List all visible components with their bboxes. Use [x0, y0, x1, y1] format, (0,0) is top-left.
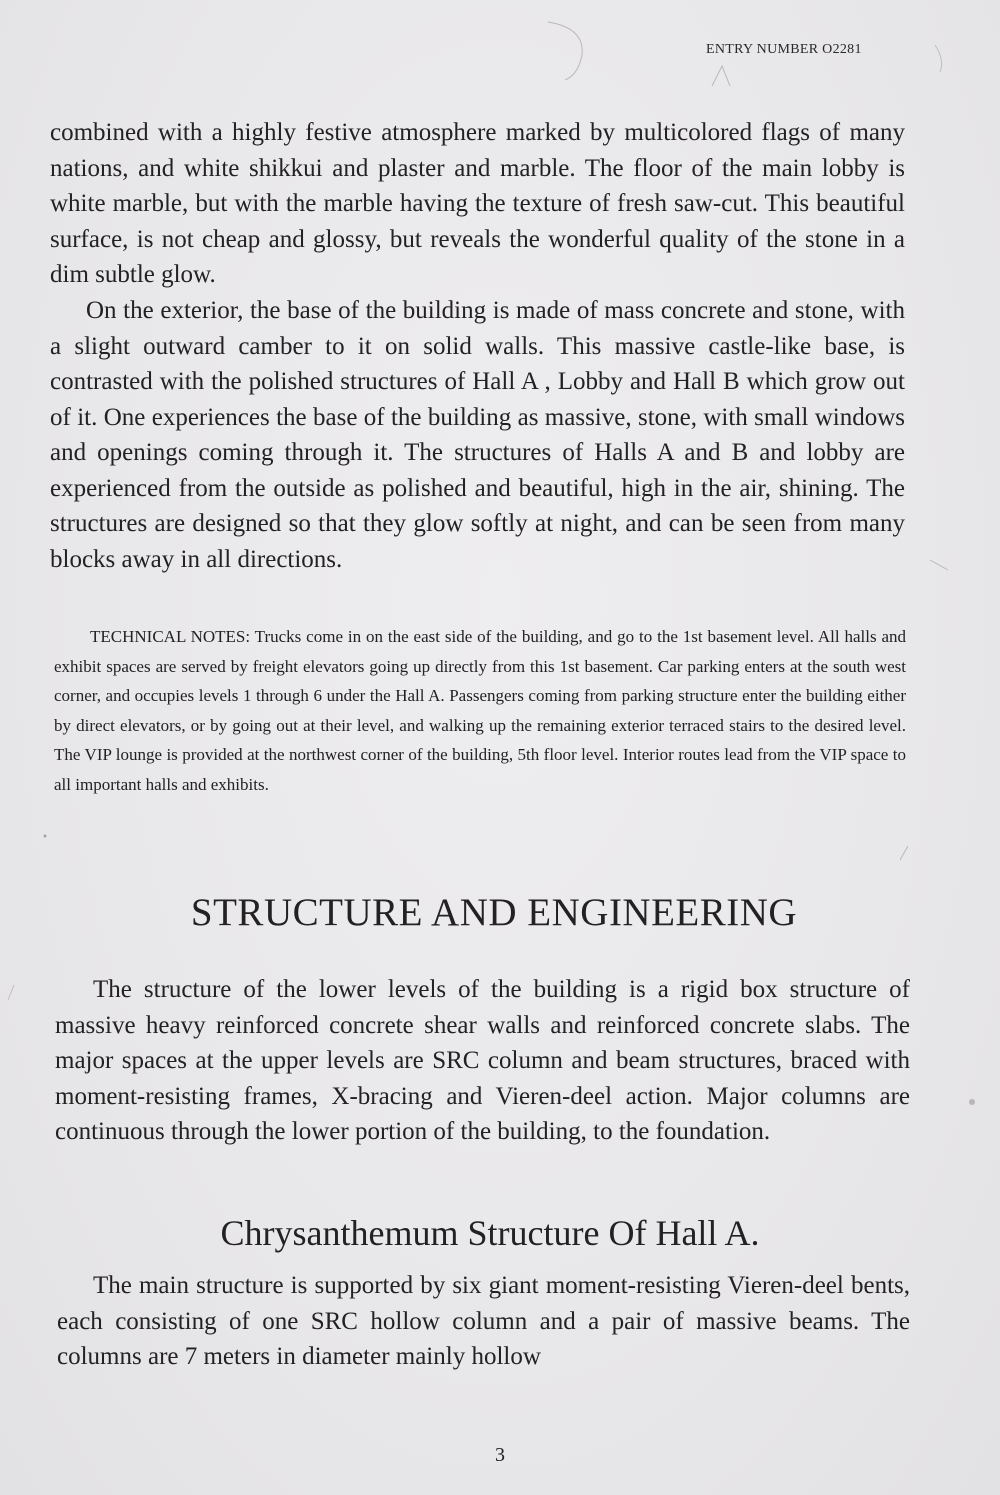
entry-number: ENTRY NUMBER O2281 [706, 42, 862, 57]
hall-a-paragraph: The main structure is supported by six giant moment-resisting Vieren-deel bents, each consisting of one SRC hollow column and a pair of massive beams. The columns are 7 meters in diameter mainly hollow [57, 1272, 910, 1370]
subsection-heading: Chrysanthemum Structure Of Hall A. [220, 1213, 760, 1253]
body-paragraph-1: combined with a highly festive atmosphere marked by multicolored flags of many nations, and white shikkui and plaster and marble. The floor of the main lobby is white marble, but with the marble having the texture of fresh saw-cut. This beautiful surface, is not cheap and glossy, but reveals the wonderful quality of the stone in a dim subtle glow. [50, 119, 905, 288]
page-number: 3 [495, 1444, 505, 1466]
structure-paragraph: The structure of the lower levels of the building is a rigid box structure of massive heavy reinforced concrete shear walls and reinforced concrete slabs. The major spaces at the upper levels are SRC column and beam structures, braced with moment-resisting frames, X-bracing and Vieren-deel action. Major columns are continuous through the lower portion of the building, to the foundation. [55, 976, 910, 1145]
body-paragraph-2: On the exterior, the base of the building is made of mass concrete and stone, with a slight outward camber to it on solid walls. This massive castle-like base, is contrasted with the polished structures of Hall A , Lobby and Hall B which grow out of it. One experiences the base of the building as massive, stone, with small windows and openings coming through it. The structures of Halls A and B and lobby are experienced from the outside as polished and beautiful, high in the air, shining. The structures are designed so that they glow softly at night, and can be seen from many blocks away in all directions. [50, 297, 905, 573]
section-heading [0, 890, 1000, 935]
section-heading-text: STRUCTURE AND ENGINEERING [190, 891, 798, 934]
technical-notes: TECHNICAL NOTES: Trucks come in on the east side of the building, and go to the 1st basement level. All halls and exhibit spaces are served by freight elevators going up directly from this 1st basement. Car parking enters at the south west corner, and occupies levels 1 through 6 under the Hall A. Passengers coming from parking structure enter the building either by direct elevators, or by going out at their level, and walking up the remaining exterior terraced stairs to the desired level. The VIP lounge is provided at the northwest corner of the building, 5th floor level. Interior routes lead from the VIP space to all important halls and exhibits. [54, 627, 906, 794]
